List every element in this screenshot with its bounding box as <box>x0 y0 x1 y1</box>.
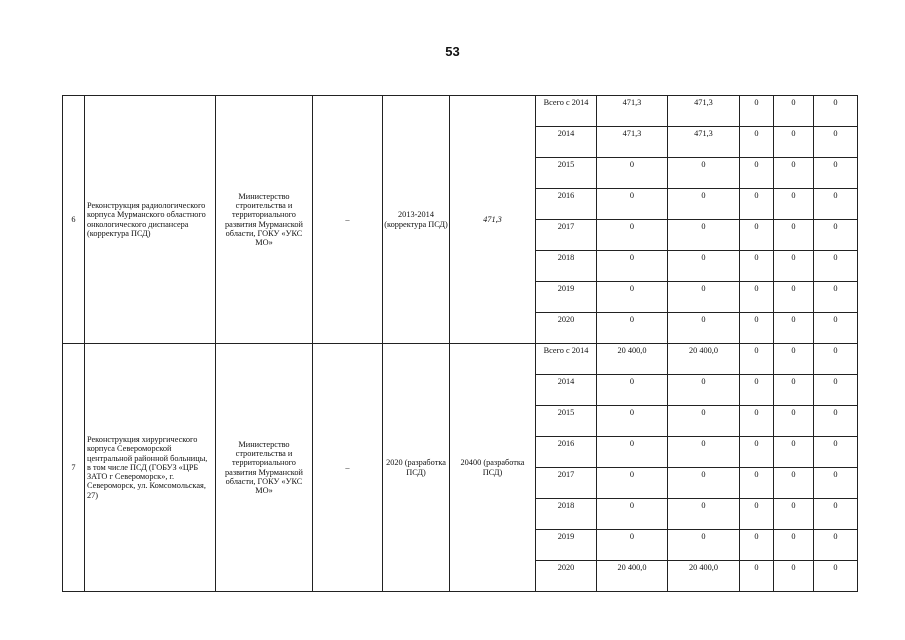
year-cell: Всего с 2014 <box>536 344 597 375</box>
value-cell: 0 <box>814 437 858 468</box>
value-cell: 0 <box>597 375 668 406</box>
value-cell: 0 <box>668 530 740 561</box>
value-cell: 0 <box>668 375 740 406</box>
value-cell: 0 <box>668 189 740 220</box>
value-cell: 0 <box>668 499 740 530</box>
page-number: 53 <box>445 44 460 59</box>
value-cell: 0 <box>597 220 668 251</box>
value-cell: 0 <box>774 406 814 437</box>
value-cell: 0 <box>814 220 858 251</box>
value-cell: 0 <box>597 406 668 437</box>
value-cell: 0 <box>814 530 858 561</box>
dash-cell: – <box>313 96 383 344</box>
value-cell: 0 <box>740 561 774 592</box>
value-cell: 0 <box>668 406 740 437</box>
row-number: 6 <box>63 96 85 344</box>
value-cell: 0 <box>597 189 668 220</box>
responsible-org: Министерство строительства и территориального развития Мурманской области, ГОКУ «УКС МО» <box>216 96 313 344</box>
construction-period: 2013-2014 (корректура ПСД) <box>383 96 450 344</box>
year-cell: 2015 <box>536 406 597 437</box>
value-cell: 471,3 <box>668 127 740 158</box>
value-cell: 0 <box>740 127 774 158</box>
value-cell: 0 <box>774 251 814 282</box>
value-cell: 0 <box>774 344 814 375</box>
value-cell: 0 <box>740 406 774 437</box>
year-cell: Всего с 2014 <box>536 96 597 127</box>
value-cell: 0 <box>740 530 774 561</box>
value-cell: 0 <box>668 313 740 344</box>
value-cell: 0 <box>774 220 814 251</box>
program-table <box>62 95 858 592</box>
value-cell: 0 <box>740 344 774 375</box>
year-cell: 2015 <box>536 158 597 189</box>
value-cell: 0 <box>814 499 858 530</box>
estimated-cost: 471,3 <box>450 96 536 344</box>
value-cell: 0 <box>814 189 858 220</box>
value-cell: 0 <box>668 468 740 499</box>
value-cell: 0 <box>597 468 668 499</box>
value-cell: 0 <box>774 313 814 344</box>
value-cell: 0 <box>774 96 814 127</box>
value-cell: 0 <box>814 313 858 344</box>
value-cell: 0 <box>814 158 858 189</box>
value-cell: 0 <box>740 375 774 406</box>
value-cell: 0 <box>774 189 814 220</box>
value-cell: 0 <box>774 530 814 561</box>
dash-cell: – <box>313 344 383 592</box>
value-cell: 0 <box>668 282 740 313</box>
year-cell: 2019 <box>536 530 597 561</box>
value-cell: 0 <box>774 437 814 468</box>
year-cell: 2020 <box>536 313 597 344</box>
value-cell: 0 <box>774 468 814 499</box>
value-cell: 0 <box>668 158 740 189</box>
value-cell: 0 <box>597 313 668 344</box>
value-cell: 0 <box>814 375 858 406</box>
value-cell: 0 <box>814 282 858 313</box>
year-cell: 2014 <box>536 375 597 406</box>
value-cell: 0 <box>814 561 858 592</box>
table-row <box>63 96 858 127</box>
value-cell: 0 <box>740 313 774 344</box>
value-cell: 20 400,0 <box>597 344 668 375</box>
value-cell: 0 <box>668 220 740 251</box>
value-cell: 0 <box>740 437 774 468</box>
value-cell: 0 <box>814 251 858 282</box>
value-cell: 0 <box>668 251 740 282</box>
value-cell: 0 <box>814 468 858 499</box>
responsible-org: Министерство строительства и территориального развития Мурманской области, ГОКУ «УКС МО» <box>216 344 313 592</box>
object-name: Реконструкция радиологического корпуса Мурманского областного онкологического диспансера (корректура ПСД) <box>85 96 216 344</box>
value-cell: 0 <box>740 251 774 282</box>
value-cell: 0 <box>814 127 858 158</box>
year-cell: 2017 <box>536 220 597 251</box>
value-cell: 471,3 <box>597 96 668 127</box>
year-cell: 2018 <box>536 499 597 530</box>
value-cell: 0 <box>814 406 858 437</box>
year-cell: 2018 <box>536 251 597 282</box>
value-cell: 0 <box>740 158 774 189</box>
year-cell: 2017 <box>536 468 597 499</box>
construction-period: 2020 (разработка ПСД) <box>383 344 450 592</box>
year-cell: 2014 <box>536 127 597 158</box>
value-cell: 20 400,0 <box>668 561 740 592</box>
value-cell: 471,3 <box>597 127 668 158</box>
estimated-cost: 20400 (разработка ПСД) <box>450 344 536 592</box>
value-cell: 0 <box>597 282 668 313</box>
value-cell: 0 <box>774 499 814 530</box>
value-cell: 0 <box>597 530 668 561</box>
value-cell: 20 400,0 <box>597 561 668 592</box>
value-cell: 0 <box>597 437 668 468</box>
value-cell: 0 <box>740 189 774 220</box>
value-cell: 0 <box>774 127 814 158</box>
value-cell: 0 <box>740 468 774 499</box>
value-cell: 0 <box>814 344 858 375</box>
year-cell: 2019 <box>536 282 597 313</box>
value-cell: 0 <box>814 96 858 127</box>
value-cell: 20 400,0 <box>668 344 740 375</box>
value-cell: 0 <box>740 220 774 251</box>
value-cell: 0 <box>774 158 814 189</box>
value-cell: 0 <box>668 437 740 468</box>
year-cell: 2020 <box>536 561 597 592</box>
value-cell: 0 <box>740 96 774 127</box>
value-cell: 0 <box>774 375 814 406</box>
year-cell: 2016 <box>536 437 597 468</box>
value-cell: 0 <box>597 158 668 189</box>
value-cell: 0 <box>740 499 774 530</box>
table-row <box>63 344 858 375</box>
value-cell: 0 <box>597 499 668 530</box>
value-cell: 0 <box>740 282 774 313</box>
value-cell: 0 <box>774 561 814 592</box>
year-cell: 2016 <box>536 189 597 220</box>
row-number: 7 <box>63 344 85 592</box>
value-cell: 0 <box>774 282 814 313</box>
value-cell: 471,3 <box>668 96 740 127</box>
object-name: Реконструкция хирургического корпуса Североморской центральной районной больницы, в том числе ПСД (ГОБУЗ «ЦРБ ЗАТО г Североморск», г. Североморск, ул. Комсомольская, 27) <box>85 344 216 592</box>
value-cell: 0 <box>597 251 668 282</box>
